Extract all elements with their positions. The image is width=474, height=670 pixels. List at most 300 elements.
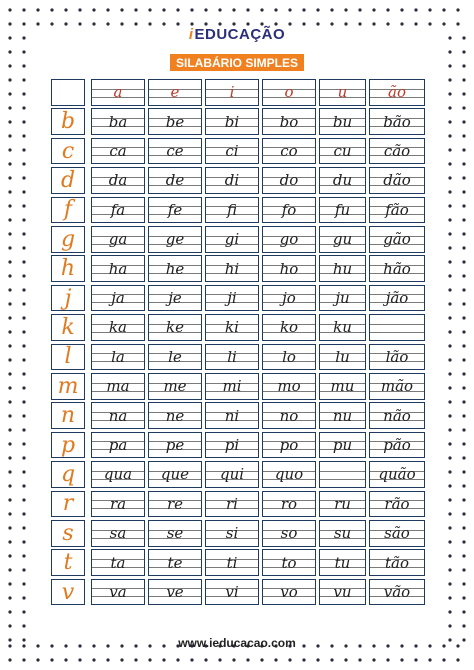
syllable-cell-text: da bbox=[108, 171, 128, 190]
syllable-cell-text: fi bbox=[226, 200, 237, 219]
syllable-cell bbox=[148, 138, 202, 165]
border-dot bbox=[162, 658, 165, 661]
syllable-cell-text: te bbox=[167, 553, 183, 572]
border-dot bbox=[462, 540, 465, 543]
syllable-cell-text: mi bbox=[222, 377, 242, 396]
border-dot bbox=[8, 330, 11, 333]
border-dot bbox=[414, 8, 417, 11]
syllable-cell-text: ka bbox=[108, 318, 128, 337]
footer-url: www.ieducacao.com bbox=[178, 636, 296, 650]
border-dot bbox=[448, 442, 451, 445]
border-dot bbox=[22, 330, 25, 333]
border-dot bbox=[448, 358, 451, 361]
syllable-cell bbox=[369, 549, 425, 576]
border-dot bbox=[22, 260, 25, 263]
border-dot bbox=[448, 176, 451, 179]
syllable-cell bbox=[148, 285, 202, 312]
border-dot bbox=[260, 658, 263, 661]
border-dot bbox=[288, 8, 291, 11]
border-dot bbox=[22, 456, 25, 459]
border-dot bbox=[456, 8, 459, 11]
syllable-cell bbox=[262, 285, 316, 312]
border-dot bbox=[22, 470, 25, 473]
border-dot bbox=[344, 8, 347, 11]
logo-mark: i bbox=[188, 26, 194, 43]
border-dot bbox=[448, 232, 451, 235]
border-dot bbox=[462, 400, 465, 403]
border-dot bbox=[36, 658, 39, 661]
border-dot bbox=[8, 190, 11, 193]
border-dot bbox=[8, 470, 11, 473]
border-dot bbox=[386, 658, 389, 661]
border-dot bbox=[462, 526, 465, 529]
syllable-cell-text: me bbox=[163, 377, 187, 396]
border-dot bbox=[64, 8, 67, 11]
border-dot bbox=[22, 288, 25, 291]
border-dot bbox=[448, 582, 451, 585]
syllable-cell bbox=[91, 197, 145, 224]
syllable-cell-text: fu bbox=[334, 200, 351, 219]
syllable-cell bbox=[148, 432, 202, 459]
border-dot bbox=[448, 92, 451, 95]
border-dot bbox=[190, 8, 193, 11]
syllable-cell bbox=[205, 520, 259, 547]
border-dot bbox=[8, 400, 11, 403]
border-dot bbox=[92, 8, 95, 11]
border-dot bbox=[330, 658, 333, 661]
border-dot bbox=[372, 8, 375, 11]
syllable-cell bbox=[148, 226, 202, 253]
consonant-cell bbox=[51, 226, 85, 253]
border-dot bbox=[260, 8, 263, 11]
syllable-cell-text: pu bbox=[332, 436, 353, 455]
consonant-cell-text: l bbox=[64, 344, 72, 370]
border-dot bbox=[448, 624, 451, 627]
syllable-cell bbox=[148, 579, 202, 606]
border-dot bbox=[448, 190, 451, 193]
border-dot bbox=[22, 176, 25, 179]
border-dot bbox=[8, 658, 11, 661]
border-dot bbox=[22, 582, 25, 585]
vowel-header-cell bbox=[262, 79, 316, 106]
syllable-cell bbox=[148, 402, 202, 429]
syllable-cell bbox=[262, 255, 316, 282]
syllable-cell bbox=[262, 314, 316, 341]
border-dot bbox=[190, 658, 193, 661]
syllable-cell bbox=[205, 579, 259, 606]
border-dot bbox=[462, 148, 465, 151]
border-dot bbox=[120, 658, 123, 661]
border-dot bbox=[448, 78, 451, 81]
syllable-cell bbox=[91, 432, 145, 459]
syllable-cell bbox=[205, 167, 259, 194]
consonant-cell-text: g bbox=[60, 226, 76, 252]
border-dot bbox=[22, 554, 25, 557]
syllable-cell-text: do bbox=[279, 171, 299, 190]
syllable-cell-text: ku bbox=[333, 318, 352, 337]
consonant-cell bbox=[51, 344, 85, 371]
syllable-cell bbox=[205, 255, 259, 282]
border-dot bbox=[400, 8, 403, 11]
border-dot bbox=[448, 554, 451, 557]
syllable-cell-text: bu bbox=[332, 112, 353, 131]
syllable-cell bbox=[369, 167, 425, 194]
border-dot bbox=[462, 316, 465, 319]
vowel-header-cell-text: e bbox=[170, 83, 180, 102]
syllable-cell-text: ho bbox=[279, 259, 299, 278]
consonant-cell bbox=[51, 108, 85, 135]
border-dot bbox=[448, 260, 451, 263]
border-dot bbox=[22, 120, 25, 123]
syllable-cell-text: lão bbox=[385, 347, 409, 366]
border-dot bbox=[8, 176, 11, 179]
border-dot bbox=[22, 484, 25, 487]
syllable-cell bbox=[319, 197, 366, 224]
syllable-cell bbox=[148, 373, 202, 400]
syllable-cell bbox=[262, 167, 316, 194]
consonant-cell-text: d bbox=[60, 167, 76, 193]
border-dot bbox=[22, 624, 25, 627]
syllable-cell bbox=[205, 226, 259, 253]
syllable-cell-text: quão bbox=[378, 465, 416, 484]
border-dot bbox=[462, 274, 465, 277]
border-dot bbox=[462, 302, 465, 305]
consonant-cell bbox=[51, 432, 85, 459]
border-dot bbox=[8, 106, 11, 109]
border-dot bbox=[448, 288, 451, 291]
syllable-cell-text: go bbox=[279, 230, 299, 249]
consonant-cell-text: s bbox=[62, 520, 74, 546]
border-dot bbox=[22, 134, 25, 137]
syllable-cell-text: dão bbox=[383, 171, 411, 190]
syllable-cell bbox=[91, 344, 145, 371]
border-dot bbox=[462, 442, 465, 445]
syllable-cell-text: vo bbox=[280, 583, 298, 602]
syllable-cell bbox=[369, 461, 425, 488]
syllable-cell-text: mo bbox=[277, 377, 301, 396]
syllable-cell-text: ba bbox=[108, 112, 128, 131]
border-dot bbox=[246, 8, 249, 11]
syllable-cell bbox=[319, 138, 366, 165]
syllable-cell-text: ni bbox=[224, 406, 240, 425]
border-dot bbox=[302, 658, 305, 661]
syllable-table bbox=[51, 79, 425, 610]
syllable-cell-text: ci bbox=[225, 142, 239, 161]
syllable-cell bbox=[91, 579, 145, 606]
border-dot bbox=[462, 176, 465, 179]
syllable-cell-text: ju bbox=[335, 289, 350, 308]
border-dot bbox=[36, 8, 39, 11]
syllable-cell bbox=[369, 520, 425, 547]
syllable-cell-text: ro bbox=[280, 494, 298, 513]
syllable-cell-text: ru bbox=[334, 494, 351, 513]
border-dot bbox=[22, 302, 25, 305]
syllable-cell-text: quo bbox=[274, 465, 304, 484]
border-dot bbox=[22, 344, 25, 347]
border-dot bbox=[448, 414, 451, 417]
syllable-cell bbox=[369, 491, 425, 518]
consonant-cell bbox=[51, 579, 85, 606]
syllable-cell bbox=[319, 255, 366, 282]
syllable-cell-text: ri bbox=[226, 494, 238, 513]
border-dot bbox=[8, 386, 11, 389]
border-dot bbox=[462, 596, 465, 599]
border-dot bbox=[8, 610, 11, 613]
syllable-cell-text: si bbox=[225, 524, 239, 543]
border-dot bbox=[448, 526, 451, 529]
border-dot bbox=[8, 540, 11, 543]
border-dot bbox=[8, 442, 11, 445]
syllable-cell bbox=[148, 461, 202, 488]
syllable-cell-text: su bbox=[333, 524, 352, 543]
logo bbox=[0, 26, 474, 43]
syllable-cell bbox=[369, 197, 425, 224]
syllable-cell bbox=[262, 138, 316, 165]
syllable-cell bbox=[91, 314, 145, 341]
border-dot bbox=[22, 596, 25, 599]
syllable-cell-text: hão bbox=[383, 259, 411, 278]
border-dot bbox=[22, 442, 25, 445]
border-dot bbox=[448, 204, 451, 207]
border-dot bbox=[462, 344, 465, 347]
consonant-cell-text: f bbox=[63, 197, 73, 223]
border-dot bbox=[8, 414, 11, 417]
consonant-cell-text: p bbox=[60, 432, 76, 458]
border-dot bbox=[162, 8, 165, 11]
syllable-cell bbox=[319, 461, 366, 488]
border-dot bbox=[148, 8, 151, 11]
syllable-cell bbox=[91, 255, 145, 282]
border-dot bbox=[462, 372, 465, 375]
syllable-cell-text: cu bbox=[333, 142, 352, 161]
syllable-cell-text: ma bbox=[106, 377, 130, 396]
vowel-header-cell-text: a bbox=[113, 83, 123, 102]
syllable-cell bbox=[205, 138, 259, 165]
syllable-cell-text: hi bbox=[224, 259, 240, 278]
border-dot bbox=[8, 260, 11, 263]
syllable-cell-text: ko bbox=[279, 318, 299, 337]
border-dot bbox=[8, 498, 11, 501]
syllable-cell-text: ki bbox=[225, 318, 239, 337]
border-dot bbox=[456, 658, 459, 661]
syllable-cell-text: gi bbox=[224, 230, 240, 249]
syllable-cell bbox=[369, 314, 425, 341]
border-dot bbox=[246, 658, 249, 661]
syllable-cell bbox=[369, 108, 425, 135]
border-dot bbox=[8, 568, 11, 571]
syllable-cell-text: são bbox=[384, 524, 410, 543]
border-dot bbox=[330, 8, 333, 11]
border-dot bbox=[462, 78, 465, 81]
syllable-cell-text: ve bbox=[166, 583, 184, 602]
syllable-cell bbox=[369, 432, 425, 459]
border-dot bbox=[22, 358, 25, 361]
border-dot bbox=[78, 8, 81, 11]
syllable-cell-text: fão bbox=[385, 200, 409, 219]
syllable-cell bbox=[369, 579, 425, 606]
border-dot bbox=[218, 8, 221, 11]
syllable-cell-text: lo bbox=[282, 347, 296, 366]
consonant-cell-text: t bbox=[63, 550, 73, 576]
border-dot bbox=[8, 120, 11, 123]
border-dot bbox=[8, 456, 11, 459]
consonant-cell bbox=[51, 197, 85, 224]
border-dot bbox=[8, 554, 11, 557]
syllable-cell-text: po bbox=[279, 436, 299, 455]
syllable-cell-text: ga bbox=[108, 230, 128, 249]
border-dot bbox=[302, 8, 305, 11]
border-dot bbox=[358, 8, 361, 11]
syllable-cell bbox=[91, 285, 145, 312]
border-dot bbox=[8, 358, 11, 361]
border-dot bbox=[8, 232, 11, 235]
border-dot bbox=[448, 470, 451, 473]
syllable-cell bbox=[319, 285, 366, 312]
consonant-cell-text: m bbox=[57, 373, 79, 399]
vowel-header-cell-text: ão bbox=[388, 83, 406, 102]
syllable-cell-text: je bbox=[168, 289, 182, 308]
syllable-cell-text: ti bbox=[226, 553, 238, 572]
border-dot bbox=[462, 232, 465, 235]
syllable-cell-text: la bbox=[111, 347, 125, 366]
border-dot bbox=[106, 658, 109, 661]
syllable-cell bbox=[91, 402, 145, 429]
consonant-cell-text: v bbox=[61, 579, 75, 605]
syllable-cell-text: mu bbox=[330, 377, 355, 396]
border-dot bbox=[50, 658, 53, 661]
border-dot bbox=[462, 162, 465, 165]
syllable-cell bbox=[369, 402, 425, 429]
syllable-cell bbox=[91, 461, 145, 488]
syllable-cell bbox=[148, 255, 202, 282]
border-dot bbox=[176, 8, 179, 11]
syllable-cell-text: fa bbox=[110, 200, 126, 219]
border-dot bbox=[344, 658, 347, 661]
syllable-cell-text: ge bbox=[165, 230, 185, 249]
vowel-header-cell-text: o bbox=[284, 83, 294, 102]
syllable-cell-text: jo bbox=[282, 289, 296, 308]
syllable-cell-text: so bbox=[280, 524, 298, 543]
syllable-cell-text: que bbox=[160, 465, 190, 484]
border-dot bbox=[22, 106, 25, 109]
syllable-cell bbox=[205, 402, 259, 429]
syllable-cell-text: di bbox=[224, 171, 240, 190]
border-dot bbox=[448, 400, 451, 403]
border-dot bbox=[22, 400, 25, 403]
syllable-cell-text: sa bbox=[109, 524, 127, 543]
consonant-cell bbox=[51, 255, 85, 282]
syllable-cell bbox=[262, 108, 316, 135]
border-dot bbox=[22, 78, 25, 81]
border-dot bbox=[442, 8, 445, 11]
syllable-cell-text: lu bbox=[335, 347, 350, 366]
syllable-cell-text: ji bbox=[227, 289, 237, 308]
border-dot bbox=[148, 658, 151, 661]
border-dot bbox=[8, 428, 11, 431]
syllable-cell bbox=[148, 549, 202, 576]
border-dot bbox=[50, 8, 53, 11]
syllable-cell bbox=[205, 285, 259, 312]
syllable-cell bbox=[91, 167, 145, 194]
vowel-header-cell bbox=[91, 79, 145, 106]
syllable-cell bbox=[262, 197, 316, 224]
syllable-cell bbox=[262, 402, 316, 429]
border-dot bbox=[462, 218, 465, 221]
border-dot bbox=[462, 414, 465, 417]
page-title: SILABÁRIO SIMPLES bbox=[170, 54, 304, 71]
vowel-header-cell bbox=[319, 79, 366, 106]
syllable-cell-text: gu bbox=[332, 230, 353, 249]
consonant-cell-text: h bbox=[60, 256, 76, 282]
syllable-cell bbox=[262, 491, 316, 518]
border-dot bbox=[288, 658, 291, 661]
syllable-cell-text: ta bbox=[110, 553, 126, 572]
border-dot bbox=[22, 372, 25, 375]
consonant-cell-text: k bbox=[61, 314, 75, 340]
vowel-header-cell-text: u bbox=[337, 83, 348, 102]
syllable-cell-text: cão bbox=[383, 142, 411, 161]
border-dot bbox=[448, 344, 451, 347]
border-dot bbox=[462, 554, 465, 557]
logo-text: EDUCAÇÃO bbox=[194, 26, 286, 43]
border-dot bbox=[448, 512, 451, 515]
syllable-cell bbox=[205, 432, 259, 459]
border-dot bbox=[448, 568, 451, 571]
consonant-cell-text: n bbox=[60, 403, 76, 429]
syllable-cell bbox=[262, 226, 316, 253]
syllable-cell-text: vu bbox=[333, 583, 352, 602]
border-dot bbox=[8, 218, 11, 221]
border-dot bbox=[462, 288, 465, 291]
syllable-cell-text: ha bbox=[108, 259, 128, 278]
border-dot bbox=[22, 512, 25, 515]
border-dot bbox=[78, 658, 81, 661]
vowel-header-cell bbox=[369, 79, 425, 106]
border-dot bbox=[22, 414, 25, 417]
border-dot bbox=[462, 358, 465, 361]
syllable-cell bbox=[319, 520, 366, 547]
consonant-cell-text: c bbox=[61, 138, 75, 164]
border-dot bbox=[22, 232, 25, 235]
syllable-cell bbox=[319, 314, 366, 341]
syllable-cell bbox=[91, 491, 145, 518]
syllable-cell-text: ca bbox=[109, 142, 127, 161]
border-dot bbox=[462, 582, 465, 585]
border-dot bbox=[22, 428, 25, 431]
syllable-cell bbox=[262, 579, 316, 606]
syllable-cell-text: bi bbox=[224, 112, 240, 131]
consonant-cell bbox=[51, 138, 85, 165]
border-dot bbox=[22, 568, 25, 571]
border-dot bbox=[134, 658, 137, 661]
border-dot bbox=[462, 456, 465, 459]
syllable-cell bbox=[369, 344, 425, 371]
syllable-cell-text: va bbox=[109, 583, 127, 602]
syllable-cell-text: fe bbox=[167, 200, 183, 219]
border-dot bbox=[462, 246, 465, 249]
syllable-cell bbox=[91, 226, 145, 253]
border-dot bbox=[448, 540, 451, 543]
syllable-cell bbox=[262, 549, 316, 576]
syllable-cell bbox=[205, 549, 259, 576]
syllable-cell-text: mão bbox=[380, 377, 414, 396]
syllable-cell bbox=[262, 520, 316, 547]
syllable-cell bbox=[369, 226, 425, 253]
border-dot bbox=[22, 204, 25, 207]
border-dot bbox=[448, 386, 451, 389]
syllable-cell bbox=[319, 226, 366, 253]
border-dot bbox=[8, 246, 11, 249]
